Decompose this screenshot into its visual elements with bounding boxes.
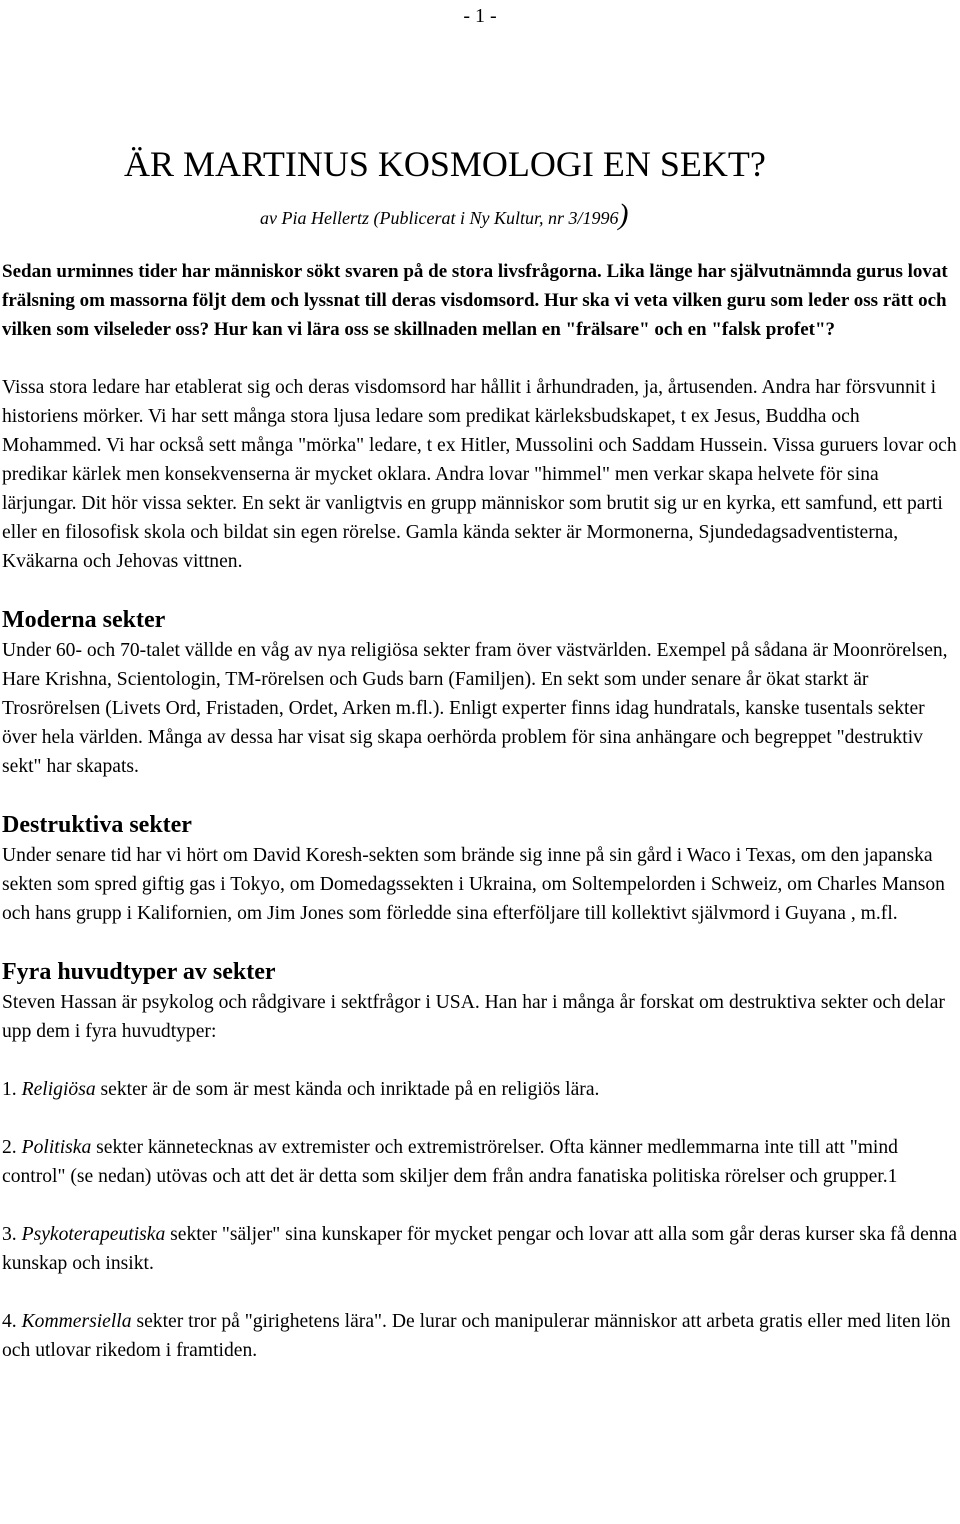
type-text: sekter "säljer" sina kunskaper för mycket pengar och lovar att alla som går deras kurser ska få denna kunskap och insikt.	[2, 1224, 958, 1274]
byline-close-paren: )	[618, 198, 629, 231]
type-item-2	[2, 1133, 958, 1191]
section-text-moderna: Under 60- och 70-talet vällde en våg av nya religiösa sekter fram över västvärlden. Exempel på sådana är Moonrörelsen, Hare Krishna, Scientologin, TM-rörelsen och Guds barn (Familjen). En sekt som under senare år ökat starkt är Trosrörelsen (Livets Ord, Fristaden, Ordet, Arken m.fl.). Enligt experter finns idag hundratals, kanske tusentals sekter över hela världen. Många av dessa har visat sig skapa oerhörda problem för sina anhängare och begreppet "destruktiv sekt" har skapats.	[2, 640, 948, 777]
type-number: 3.	[2, 1224, 17, 1245]
type-number: 4.	[2, 1311, 17, 1332]
document-title: ÄR MARTINUS KOSMOLOGI EN SEKT?	[124, 144, 766, 184]
section-heading-moderna: Moderna sekter	[2, 607, 166, 633]
type-item-3	[2, 1220, 958, 1278]
type-number: 1.	[2, 1079, 17, 1100]
type-item-4	[2, 1307, 958, 1365]
type-term: Politiska	[21, 1137, 92, 1158]
type-term: Psykoterapeutiska	[21, 1224, 166, 1245]
section-heading-destruktiva: Destruktiva sekter	[2, 812, 192, 838]
paragraph-1: Vissa stora ledare har etablerat sig och deras visdomsord har hållit i århundraden, ja, årtusenden. Andra har försvunnit i historiens mörker. Vi har sett många stora ljusa ledare som predikat kärleksbudskapet, t ex Jesus, Buddha och Mohammed. Vi har också sett många "mörka" ledare, t ex Hitler, Mussolini och Saddam Hussein. Vissa guruers lovar och predikar kärlek men konsekvenserna är mycket oklara. Andra lovar "himmel" men verkar skapa helvete för sina lärjungar. Dit hör vissa sekter. En sekt är vanligtvis en grupp människor som brutit sig ur en kyrka, ett samfund, ett parti eller en filosofisk skola och bildat sin egen rörelse. Gamla kända sekter är Mormonerna, Sjundedagsadventisterna, Kväkarna och Jehovas vittnen.	[2, 377, 957, 572]
type-term: Religiösa	[21, 1079, 96, 1100]
type-number: 2.	[2, 1137, 17, 1158]
section-text-destruktiva: Under senare tid har vi hört om David Koresh-sekten som brände sig inne på sin gård i Waco i Texas, om den japanska sekten som spred giftig gas i Tokyo, om Domedagssekten i Ukraina, om Soltempelorden i Schweiz, om Charles Manson och hans grupp i Kalifornien, om Jim Jones som förledde sina efterföljare till kollektivt självmord i Guyana , m.fl.	[2, 845, 945, 924]
intro-paragraph: Sedan urminnes tider har människor sökt svaren på de stora livsfrågorna. Lika länge har självutnämnda gurus lovat frälsning om massorna följt dem och lyssnat till deras visdomsord. Hur ska vi veta vilken guru som leder oss rätt och vilken som vilseleder oss? Hur kan vi lära oss se skillnaden mellan en "frälsare" och en "falsk profet"?	[2, 261, 948, 340]
article-body	[2, 257, 958, 1365]
type-text: sekter kännetecknas av extremister och extremiströrelser. Ofta känner medlemmarna inte till att "mind control" (se nedan) utövas och att det är detta som skiljer dem från andra fanatiska politiska rörelser och grupper.1	[2, 1137, 898, 1187]
type-term: Kommersiella	[21, 1311, 132, 1332]
page-number: - 1 -	[463, 5, 497, 27]
type-text: sekter är de som är mest kända och inriktade på en religiös lära.	[95, 1079, 600, 1100]
byline	[260, 200, 628, 236]
section-heading-fyra: Fyra huvudtyper av sekter	[2, 959, 276, 985]
type-item-1	[2, 1075, 958, 1104]
type-text: sekter tror på "girighetens lära". De lurar och manipulerar människor att arbeta gratis eller med liten lön och utlovar rikedom i framtiden.	[2, 1311, 951, 1361]
section-text-fyra: Steven Hassan är psykolog och rådgivare i sektfrågor i USA. Han har i många år forskat om destruktiva sekter och delar upp dem i fyra huvudtyper:	[2, 992, 945, 1042]
byline-text: av Pia Hellertz (Publicerat i Ny Kultur, nr 3/1996	[260, 208, 619, 228]
